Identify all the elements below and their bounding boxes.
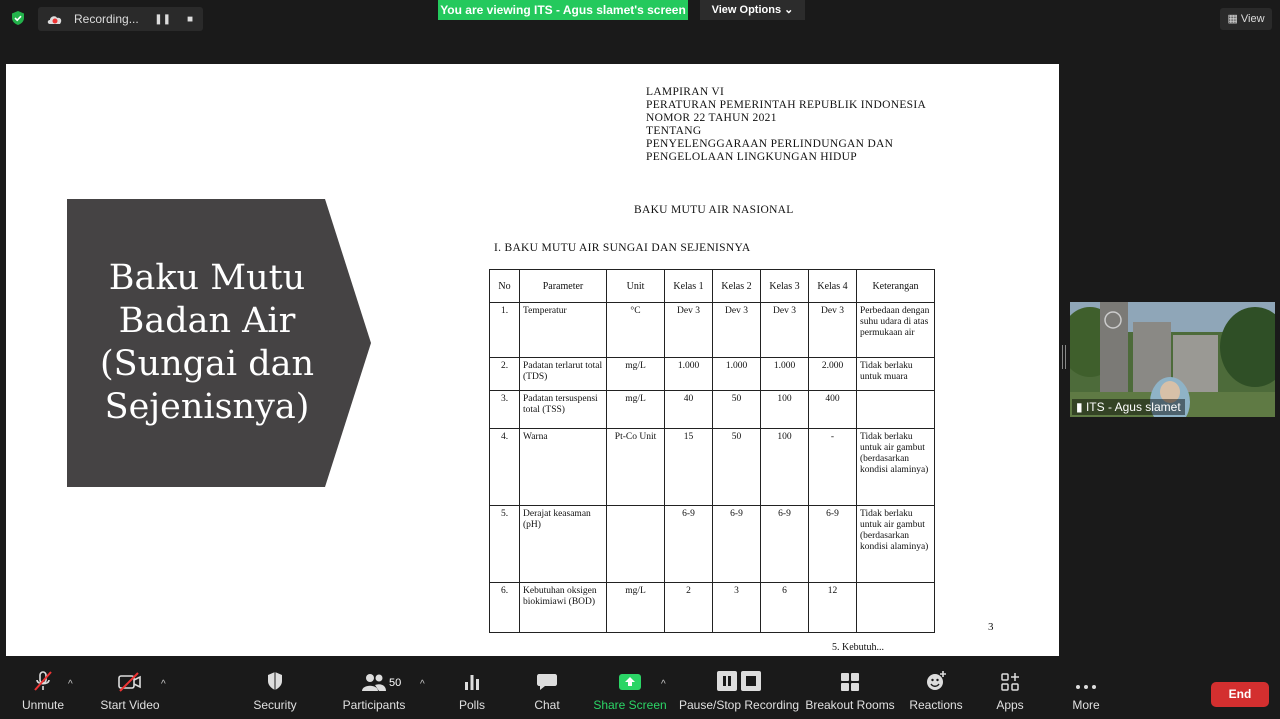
table-cell: 2. <box>490 358 520 391</box>
more-ellipsis-icon <box>1074 682 1098 692</box>
split-view-handle[interactable] <box>1062 345 1066 369</box>
participants-icon <box>361 672 387 692</box>
unmute-label: Unmute <box>21 698 65 712</box>
participant-name: ITS - Agus slamet <box>1085 400 1181 414</box>
document-header <box>646 86 926 164</box>
col-header: Kelas 2 <box>713 270 761 303</box>
polls-label: Polls <box>458 698 485 712</box>
table-cell: Perbedaan dengan suhu udara di atas permukaan air <box>857 303 935 358</box>
muted-microphone-icon <box>32 670 54 692</box>
participant-name-label <box>1072 399 1185 415</box>
table-cell: Padatan terlarut total (TDS) <box>520 358 607 391</box>
table-cell: Dev 3 <box>665 303 713 358</box>
shared-screen <box>6 64 1059 656</box>
video-options-caret[interactable]: ^ <box>161 679 166 690</box>
table-row <box>490 391 935 429</box>
audio-options-caret[interactable]: ^ <box>68 679 73 690</box>
table-cell: Dev 3 <box>809 303 857 358</box>
apps-button[interactable] <box>992 665 1028 719</box>
table-cell: 6 <box>761 583 809 633</box>
table-cell <box>607 506 665 583</box>
table-row <box>490 506 935 583</box>
meeting-toolbar <box>0 665 1280 719</box>
unmute-button[interactable] <box>14 665 72 719</box>
pause-stop-icon <box>716 670 762 692</box>
table-cell: Tidak berlaku untuk muara <box>857 358 935 391</box>
table-cell: 12 <box>809 583 857 633</box>
table-row <box>490 429 935 506</box>
page-number: 3 <box>988 621 994 633</box>
table-cell: °C <box>607 303 665 358</box>
chevron-down-icon: ⌄ <box>784 4 794 16</box>
table-cell: 6-9 <box>665 506 713 583</box>
recording-indicator <box>38 7 203 31</box>
header-line: PENYELENGGARAAN PERLINDUNGAN DAN <box>646 138 894 150</box>
table-cell: 15 <box>665 429 713 506</box>
table-cell: 5. <box>490 506 520 583</box>
participants-button[interactable] <box>343 665 405 719</box>
start-video-button[interactable] <box>100 665 160 719</box>
col-header: Kelas 1 <box>665 270 713 303</box>
view-options-button[interactable] <box>700 0 805 20</box>
table-cell: 1.000 <box>761 358 809 391</box>
table-cell: 1. <box>490 303 520 358</box>
header-line: TENTANG <box>646 125 702 137</box>
col-header: No <box>490 270 520 303</box>
table-cell: mg/L <box>607 358 665 391</box>
header-line: LAMPIRAN VI <box>646 86 725 98</box>
table-cell: - <box>809 429 857 506</box>
table-cell <box>857 391 935 429</box>
more-label: More <box>1072 698 1100 712</box>
table-header-row <box>490 270 935 303</box>
table-cell: Tidak berlaku untuk air gambut (berdasarkan kondisi alaminya) <box>857 506 935 583</box>
reactions-button[interactable] <box>908 665 964 719</box>
grid-icon: ▦ <box>1227 13 1238 25</box>
table-cell: 40 <box>665 391 713 429</box>
table-cell: 6-9 <box>713 506 761 583</box>
pause-stop-recording-label: Pause/Stop Recording <box>678 698 800 712</box>
table-cell <box>857 583 935 633</box>
apps-icon <box>1000 672 1020 692</box>
chat-label: Chat <box>534 698 560 712</box>
polls-chart-icon <box>462 672 482 692</box>
table-row <box>490 583 935 633</box>
header-line: NOMOR 22 TAHUN 2021 <box>646 112 777 124</box>
col-header: Kelas 3 <box>761 270 809 303</box>
security-shield-icon <box>265 670 285 692</box>
table-row <box>490 303 935 358</box>
table-cell: 6. <box>490 583 520 633</box>
end-meeting-button[interactable]: End <box>1211 682 1269 707</box>
breakout-rooms-button[interactable] <box>805 665 895 719</box>
chat-button[interactable] <box>527 665 567 719</box>
participants-count: 50 <box>389 677 402 689</box>
water-quality-table <box>489 269 935 633</box>
reactions-smiley-icon <box>925 670 947 692</box>
table-cell: mg/L <box>607 391 665 429</box>
shield-icon[interactable] <box>10 10 26 26</box>
reactions-label: Reactions <box>909 698 963 712</box>
stop-recording-icon[interactable]: ■ <box>186 13 193 25</box>
share-screen-label: Share Screen <box>593 698 667 712</box>
participant-video-tile[interactable] <box>1070 302 1275 417</box>
pause-recording-icon[interactable]: ❚❚ <box>154 13 171 25</box>
table-cell: 2 <box>665 583 713 633</box>
breakout-rooms-grid-icon <box>840 672 860 692</box>
header-line: PERATURAN PEMERINTAH REPUBLIK INDONESIA <box>646 99 927 111</box>
table-cell: 3 <box>713 583 761 633</box>
start-video-label: Start Video <box>100 698 160 712</box>
participants-label: Participants <box>342 698 406 712</box>
col-header: Unit <box>607 270 665 303</box>
table-cell: 3. <box>490 391 520 429</box>
table-cell: 1.000 <box>665 358 713 391</box>
table-cell: 400 <box>809 391 857 429</box>
view-label: View <box>1240 13 1265 25</box>
table-cell: Derajat keasaman (pH) <box>520 506 607 583</box>
col-header: Kelas 4 <box>809 270 857 303</box>
table-cell: 1.000 <box>713 358 761 391</box>
recording-label: Recording... <box>74 12 139 26</box>
table-cell: Dev 3 <box>713 303 761 358</box>
table-cell: 100 <box>761 391 809 429</box>
security-label: Security <box>253 698 297 712</box>
chat-bubble-icon <box>536 672 558 692</box>
viewing-banner: You are viewing ITS - Agus slamet's screen <box>438 0 688 20</box>
share-options-caret[interactable]: ^ <box>661 679 666 690</box>
section-heading: I. BAKU MUTU AIR SUNGAI DAN SEJENISNYA <box>494 242 751 254</box>
security-button[interactable] <box>250 665 300 719</box>
table-cell: Tidak berlaku untuk air gambut (berdasarkan kondisi alaminya) <box>857 429 935 506</box>
breakout-rooms-label: Breakout Rooms <box>805 698 895 712</box>
view-button[interactable] <box>1220 8 1272 30</box>
pause-stop-recording-button[interactable] <box>678 665 800 719</box>
table-cell: Temperatur <box>520 303 607 358</box>
table-cell: 6-9 <box>809 506 857 583</box>
col-header: Parameter <box>520 270 607 303</box>
polls-button[interactable] <box>452 665 492 719</box>
table-cell: Kebutuhan oksigen biokimiawi (BOD) <box>520 583 607 633</box>
table-cell: Pt-Co Unit <box>607 429 665 506</box>
meeting-top-bar <box>0 0 1280 40</box>
cut-off-text: 5. Kebutuh... <box>832 642 884 653</box>
view-options-label: View Options <box>711 4 782 16</box>
table-cell: Dev 3 <box>761 303 809 358</box>
table-cell: Warna <box>520 429 607 506</box>
table-cell: Padatan tersuspensi total (TSS) <box>520 391 607 429</box>
header-line: PENGELOLAAN LINGKUNGAN HIDUP <box>646 151 857 163</box>
table-cell: 100 <box>761 429 809 506</box>
share-screen-arrow-icon <box>618 672 642 692</box>
table-row <box>490 358 935 391</box>
table-cell: 50 <box>713 391 761 429</box>
signal-strength-icon: ▮ <box>1076 400 1083 414</box>
table-cell: 4. <box>490 429 520 506</box>
share-screen-button[interactable] <box>595 665 665 719</box>
table-cell: 6-9 <box>761 506 809 583</box>
document-title: BAKU MUTU AIR NASIONAL <box>634 204 794 216</box>
col-header: Keterangan <box>857 270 935 303</box>
participants-options-caret[interactable]: ^ <box>420 679 425 690</box>
video-off-icon <box>117 672 143 692</box>
cloud-recording-icon <box>46 13 64 25</box>
table-cell: 50 <box>713 429 761 506</box>
apps-label: Apps <box>996 698 1024 712</box>
more-button[interactable] <box>1068 665 1104 719</box>
slide-arrow-text: Baku Mutu Badan Air (Sungai dan Sejenisnya) <box>99 258 315 427</box>
table-cell: mg/L <box>607 583 665 633</box>
table-cell: 2.000 <box>809 358 857 391</box>
